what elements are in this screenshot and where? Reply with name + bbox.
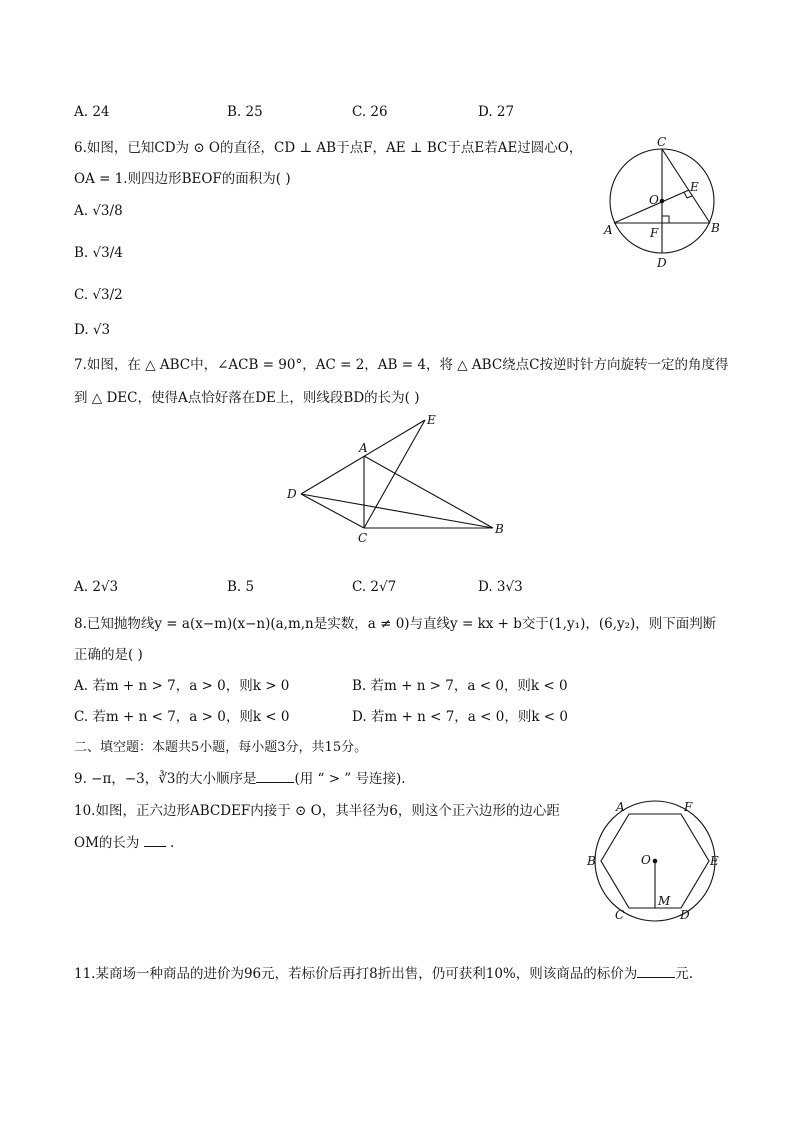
q9-text-after: (用 “ > ” 号连接). bbox=[294, 771, 406, 787]
q5-option-d: D. 27 bbox=[478, 104, 515, 120]
q5-option-c: C. 26 bbox=[352, 104, 388, 120]
label-b: B bbox=[587, 854, 596, 868]
label-a: A bbox=[616, 800, 625, 814]
q8-option-b: B. 若m + n > 7，a < 0，则k < 0 bbox=[352, 678, 568, 694]
label-d: D bbox=[657, 256, 667, 269]
q5-option-a: A. 24 bbox=[74, 104, 110, 120]
q11-stem bbox=[74, 962, 693, 982]
label-c: C bbox=[615, 908, 625, 922]
q6-circle-figure bbox=[600, 134, 730, 269]
q5-option-b: B. 25 bbox=[227, 104, 263, 120]
segment-de bbox=[301, 420, 425, 494]
q10-stem-line1: 10.如图，正六边形ABCDEF内接于 ⊙ O，其半径为6，则这个正六边形的边心距 bbox=[74, 803, 560, 819]
q7-option-a: A. 2√3 bbox=[74, 579, 119, 595]
segment-db bbox=[301, 494, 493, 528]
label-e: E bbox=[427, 413, 436, 427]
q7-stem-line1: 7.如图，在 △ ABC中，∠ACB = 90°，AC = 2，AB = 4，将 △ ABC绕点C按逆时针方向旋转一定的角度得 bbox=[74, 357, 729, 373]
section-heading: 二、填空题：本题共5小题，每小题3分，共15分。 bbox=[74, 740, 368, 755]
q7-rotation-figure bbox=[280, 408, 510, 550]
q6-option-c: C. √3/2 bbox=[74, 287, 123, 303]
q6-option-b: B. √3/4 bbox=[74, 245, 123, 261]
q6-stem-line2: OA = 1.则四边形BEOF的面积为( ) bbox=[74, 171, 291, 187]
q9-text-before: 9. −π，−3，∛3的大小顺序是 bbox=[74, 771, 257, 787]
q8-option-d: D. 若m + n < 7，a < 0，则k < 0 bbox=[352, 709, 568, 725]
label-e: E bbox=[690, 180, 699, 194]
q7-option-c: C. 2√7 bbox=[352, 579, 397, 595]
label-d: D bbox=[287, 487, 297, 501]
q10-text-before: OM的长为 bbox=[74, 835, 140, 851]
segment-bc bbox=[662, 149, 710, 223]
right-angle-f bbox=[662, 216, 669, 223]
q10-text-after: . bbox=[169, 835, 175, 851]
q9-stem bbox=[74, 767, 406, 787]
label-a: A bbox=[359, 441, 368, 455]
label-b: B bbox=[711, 221, 720, 235]
segment-ce bbox=[364, 420, 425, 528]
q10-hexagon-figure bbox=[583, 795, 723, 925]
q11-text-before: 11.某商场一种商品的进价为96元，若标价后再打8折出售，仍可获利10%，则该商品的标价为 bbox=[74, 966, 638, 982]
q6-stem-line1: 6.如图，已知CD为 ⊙ O的直径，CD ⊥ AB于点F，AE ⊥ BC于点E若AE过圆心O， bbox=[74, 140, 583, 156]
label-c: C bbox=[657, 135, 667, 149]
q10-answer-blank[interactable] bbox=[144, 834, 166, 847]
q11-answer-blank[interactable] bbox=[637, 965, 675, 978]
q9-answer-blank[interactable] bbox=[256, 770, 294, 783]
label-b: B bbox=[495, 522, 504, 536]
q7-stem-line2: 到 △ DEC，使得A点恰好落在DE上，则线段BD的长为( ) bbox=[74, 390, 420, 406]
q7-option-d: D. 3√3 bbox=[478, 579, 523, 595]
q8-stem-line2: 正确的是( ) bbox=[74, 647, 143, 663]
center-dot bbox=[660, 199, 665, 204]
q8-option-a: A. 若m + n > 7，a > 0，则k > 0 bbox=[74, 678, 290, 694]
q8-option-c: C. 若m + n < 7，a > 0，则k < 0 bbox=[74, 709, 290, 725]
label-e: E bbox=[710, 854, 719, 868]
segment-ab bbox=[364, 456, 493, 528]
q6-option-d: D. √3 bbox=[74, 322, 111, 338]
q10-stem-line2 bbox=[74, 831, 174, 851]
q6-option-a: A. √3/8 bbox=[74, 203, 123, 219]
label-f: F bbox=[684, 800, 693, 814]
q11-text-after: 元. bbox=[675, 966, 694, 982]
q7-option-b: B. 5 bbox=[227, 579, 255, 595]
label-c: C bbox=[358, 531, 368, 545]
label-d: D bbox=[680, 908, 690, 922]
label-o: O bbox=[641, 853, 651, 867]
label-a: A bbox=[604, 223, 613, 237]
label-f: F bbox=[650, 226, 659, 240]
q8-stem-line1: 8.已知抛物线y = a(x−m)(x−n)(a,m,n是实数，a ≠ 0)与直线y = kx + b交于(1,y₁)，(6,y₂)，则下面判断 bbox=[74, 616, 717, 632]
label-m: M bbox=[658, 894, 671, 908]
label-o: O bbox=[649, 193, 659, 207]
center-dot bbox=[653, 859, 658, 864]
